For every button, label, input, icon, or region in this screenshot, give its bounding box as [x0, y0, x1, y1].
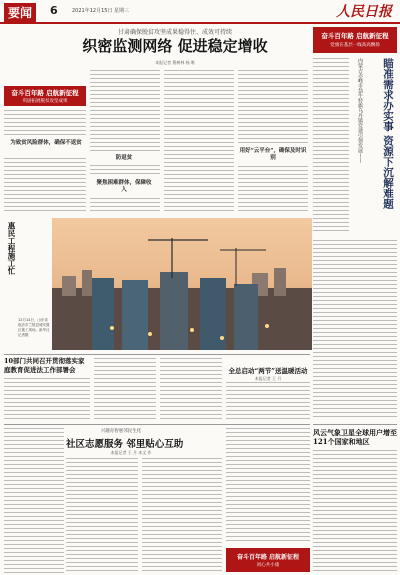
lead-col-3-text-b	[238, 166, 308, 212]
bottom-banner-title: 奋斗百年路 启航新征程	[236, 554, 300, 561]
lead-col-3-text	[238, 70, 308, 146]
page-masthead	[0, 0, 400, 24]
construction-scene-image	[52, 218, 312, 350]
weather-section-rule	[313, 424, 397, 425]
newspaper-logo: 人民日报	[336, 4, 392, 20]
left-banner-title: 奋斗百年路 启航新征程	[11, 89, 79, 97]
left-series-banner	[4, 86, 86, 106]
photo-caption-title: 惠民工程施工忙	[7, 222, 16, 275]
lead-subhead-1: 防返贫	[115, 155, 133, 161]
spring-story-headline: 全总启动“两节”送温暖活动	[228, 367, 308, 375]
right-feature-kicker: 内蒙古赤峰市翁牛特旗乌丹镇党建引领发展——	[357, 58, 363, 163]
left-subhead: 为致贫风险群体，确保不返贫	[10, 140, 82, 146]
volunteer-text-c	[226, 428, 310, 544]
left-bottom-col-text	[4, 428, 64, 573]
spring-story-text	[226, 382, 310, 420]
page-number: 6	[50, 4, 58, 17]
family-story-text	[4, 378, 90, 420]
section-tag: 要闻	[4, 3, 36, 22]
issue-date: 2021年12月15日 星期三	[72, 8, 130, 14]
lead-col-1-text	[90, 70, 160, 152]
family-story-text-b	[94, 358, 156, 420]
family-story-headline: 10部门共同召开贯彻落实家庭教育促进法工作部署会	[4, 357, 85, 374]
left-banner-subtitle: 巩固拓展脱贫攻坚成果	[22, 99, 68, 104]
photo-caption-text: 12月14日，山东省临沂市兰陵县城安置区施工现场。新华社记者摄	[18, 318, 50, 337]
right-series-banner	[313, 27, 397, 53]
right-banner-title: 奋斗百年路 启航新征程	[321, 32, 389, 40]
volunteer-text-b	[142, 458, 222, 573]
volunteer-byline: 本报记者 王 月 本文 作	[110, 450, 152, 455]
family-story-text-c	[160, 358, 222, 420]
lead-subhead-3: 用好“云平台”，确保及时识别	[239, 148, 307, 161]
volunteer-headline: 社区志愿服务 邻里贴心互助	[66, 439, 184, 450]
volunteer-kicker: 兴趣育智惠邻民生化	[100, 429, 142, 434]
right-col-text-a	[313, 58, 349, 234]
lead-col-2-text	[164, 70, 234, 212]
lower-section-rule	[4, 354, 310, 355]
lead-byline: 本报记者 曹树林 杨 唯	[155, 60, 195, 65]
lead-col-1-text-c	[90, 198, 160, 212]
weather-story-headline: 风云气象卫星全球用户增至121个国家和地区	[313, 428, 397, 446]
left-column-text-1	[4, 110, 86, 136]
right-banner-subtitle: 党旗在基层一线高高飘扬	[330, 43, 380, 48]
spring-story-byline: 本报记者 王 月	[254, 376, 282, 381]
volunteer-text-a	[66, 458, 138, 573]
lead-subhead-2: 聚焦困难群体，保障收入	[96, 180, 152, 193]
lead-col-1-text-b	[90, 165, 160, 177]
lead-kicker: 甘肃确保脱贫攻坚成果稳得住、成效可持续	[117, 29, 232, 36]
weather-story-text	[313, 450, 397, 573]
bottom-series-banner	[226, 548, 310, 572]
lead-headline: 织密监测网络 促进稳定增收	[82, 37, 268, 55]
bottom-banner-subtitle: 同心共小康	[256, 563, 280, 568]
right-feature-headline: 瞄准需求办实事 资源下沉解难题	[382, 58, 394, 209]
volunteer-section-rule	[4, 424, 310, 425]
right-col-text-b	[313, 240, 397, 420]
construction-photo	[52, 218, 312, 350]
left-column-text-2	[4, 158, 86, 212]
